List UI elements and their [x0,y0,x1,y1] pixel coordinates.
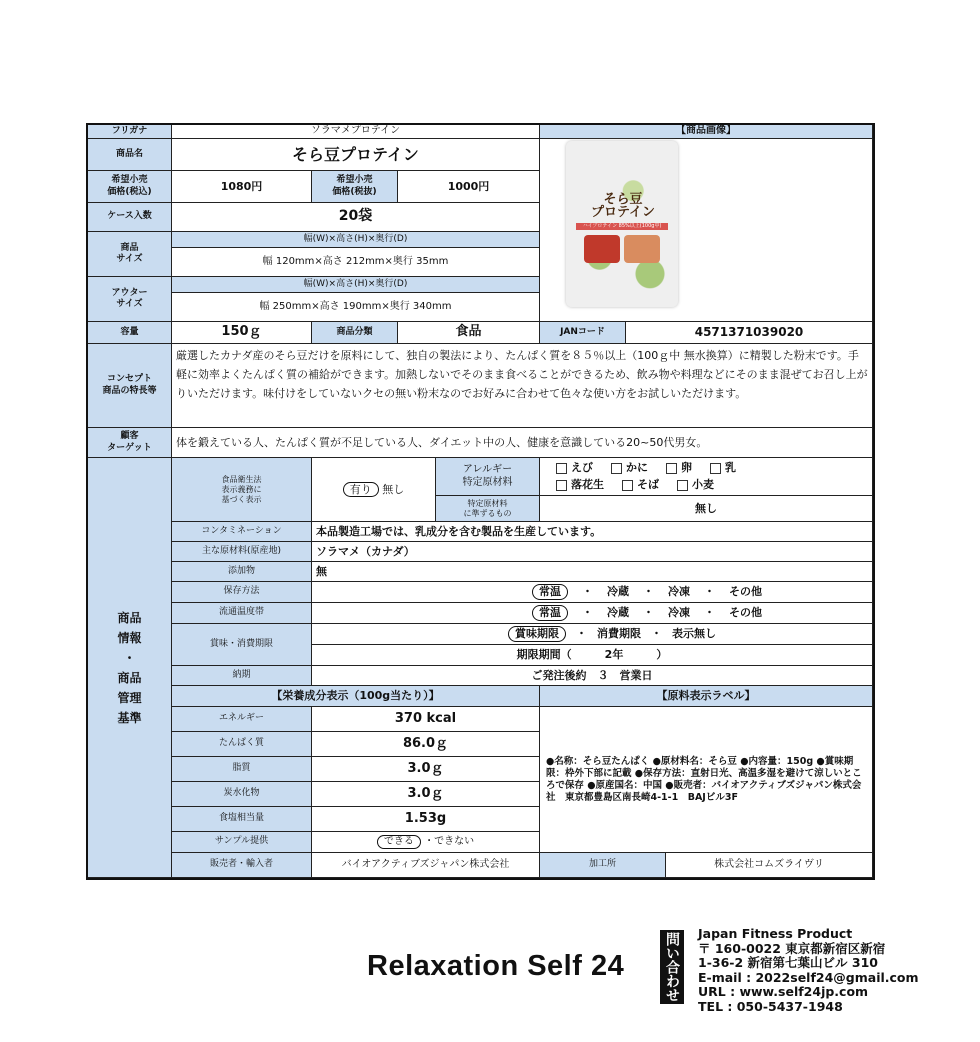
target-label: 顧客 ターゲット [88,428,172,458]
size-header: 幅(W)×高さ(H)×奥行(D) [172,232,540,248]
allergen-list [540,458,873,496]
package-photo-b [624,235,660,263]
raw-label-header: 【原料表示ラベル】 [540,686,873,707]
price-in-label: 希望小売 価格(税込) [88,171,172,203]
sample-no: できない [434,835,475,847]
additive-label: 添加物 [172,562,312,582]
storage-ambient: 常温 [532,584,568,600]
nutrition-key: 炭水化物 [172,782,312,807]
expiry-none: 表示無し [672,627,716,641]
email[interactable]: E-mail : 2022self24@gmail.com [698,969,919,985]
lead-value: ご発注後約 ３ 営業日 [312,666,873,686]
checkbox-icon [611,463,622,474]
checkbox-icon [666,463,677,474]
contact-info [698,927,919,1014]
nutrition-value: 370 kcal [312,707,540,732]
outer-label: アウター サイズ [88,277,172,322]
package-photo-a [584,235,620,263]
material-label: 主な原材料(原産地) [172,542,312,562]
semi-label: 特定原材料 に準ずるもの [436,496,540,522]
storage-chilled: 冷蔵 [607,585,629,599]
nutrition-key: たんぱく質 [172,732,312,757]
address-line-2: 1-36-2 新宿第七葉山ビル 310 [698,955,878,970]
allergen-crab[interactable]: かに [611,461,648,475]
target-text: 体を鍛えている人、たんぱく質が不足している人、ダイエット中の人、健康を意識している20~50代男女。 [172,428,873,458]
material-value: ソラマメ（カナダ） [312,542,873,562]
case-count: 20袋 [172,203,540,232]
maker-value: 株式会社コムズライヴリ [666,853,873,878]
storage-frozen: 冷凍 [668,585,690,599]
sample-value: できる ・ できない [312,832,540,853]
maker-label: 加工所 [540,853,666,878]
outer-header: 幅(W)×高さ(H)×奥行(D) [172,277,540,293]
seller-value: バイオアクティブズジャパン株式会社 [312,853,540,878]
semi-value: 無し [540,496,873,522]
price-ex-label: 希望小売 価格(税抜) [312,171,398,203]
expiry-label: 賞味・消費期限 [172,624,312,666]
expiry-use-by: 消費期限 [597,627,641,641]
outer-value: 幅 250mm×高さ 190mm×奥行 340mm [172,293,540,322]
furigana-value: ソラマメプロテイン [172,125,540,139]
contam-label: コンタミネーション [172,522,312,542]
capacity-label: 容量 [88,322,172,344]
checkbox-icon [677,480,688,491]
raw-label-text: ●名称：そら豆たんぱく ●原材料名：そら豆 ●内容量：150g ●賞味期限：枠外下部に記載 ●保存方法：直射日光、高温多湿を避けて涼しいところで保存 ●原産国名：中国 ●販売者：バイオアクティブズジャパン株式会社 東京都豊島区南長崎4-1-1 BAJビル3F [540,707,873,853]
checkbox-icon [556,480,567,491]
dist-ambient: 常温 [532,605,568,621]
name-label: 商品名 [88,139,172,171]
checkbox-icon [710,463,721,474]
category-label: 商品分類 [312,322,398,344]
price-ex: 1000円 [398,171,540,203]
concept-text: 厳選したカナダ産のそら豆だけを原料にして、独自の製法により、たんぱく質を８５％以上（100ｇ中 無水換算）に精製した粉末です。手軽に効率よくたんぱく質の補給ができます。加熱しないでそのまま食べることができるため、飲み物や料理などにそのまま混ぜてお召し上がりいただけます。味付けをしていないクセの無い粉末なのでお好みに合わせて色々な使い方をお試しいただけます。 [172,344,873,428]
image-header: 【商品画像】 [540,125,873,139]
storage-other: その他 [729,585,762,599]
address-line-1: 〒 160-0022 東京都新宿区新宿 [698,940,886,956]
allergen-wheat[interactable]: 小麦 [677,478,714,492]
hygiene-label: 食品衛生法 表示義務に 基づく表示 [172,458,312,522]
nutrition-header: 【栄養成分表示（100g当たり）】 [172,686,540,707]
allergen-egg[interactable]: 卵 [666,461,692,475]
allergen-shrimp[interactable]: えび [556,461,593,475]
lead-label: 納期 [172,666,312,686]
hygiene-yes: 有り [343,482,379,498]
info-label: 商品 情報 ・ 商品 管理 基準 [88,458,172,878]
price-in: 1080円 [172,171,312,203]
expiry-best-before: 賞味期限 [508,626,566,642]
allergen-buckwheat[interactable]: そば [622,478,659,492]
checkbox-icon [556,463,567,474]
size-value: 幅 120mm×高さ 212mm×奥行 35mm [172,248,540,277]
nutrition-key: 食塩相当量 [172,807,312,832]
inquiry-badge: 問い合わせ [660,930,684,1004]
furigana-label: フリガナ [88,125,172,139]
sample-label: サンプル提供 [172,832,312,853]
concept-label: コンセプト 商品の特長等 [88,344,172,428]
nutrition-value: 86.0ｇ [312,732,540,757]
allergy-label: アレルギー 特定原材料 [436,458,540,496]
brand-logo: Relaxation Self 24 [367,950,625,982]
dist-label: 流通温度帯 [172,603,312,624]
company-tagline: Japan Fitness Product [698,926,853,941]
nutrition-value: 3.0ｇ [312,782,540,807]
nutrition-key: エネルギー [172,707,312,732]
size-label: 商品 サイズ [88,232,172,277]
dist-chilled: 冷蔵 [607,606,629,620]
expiry-options: 賞味期限 ・ 消費期限 ・ 表示無し [312,624,873,645]
package-title: そら豆 プロテイン [590,192,656,220]
expiry-period: 期限期間（ 2年 ） [312,645,873,666]
nutrition-value: 3.0ｇ [312,757,540,782]
product-name: そら豆プロテイン [172,139,540,171]
checkbox-icon [622,480,633,491]
additive-value: 無 [312,562,873,582]
nutrition-value: 1.53g [312,807,540,832]
jan-code: 4571371039020 [626,322,873,344]
dist-options: 常温 ・ 冷蔵 ・ 冷凍 ・ その他 [312,603,873,624]
contam-value: 本品製造工場では、乳成分を含む製品を生産しています。 [312,522,873,542]
category: 食品 [398,322,540,344]
hygiene-no: 無し [382,482,405,496]
dist-frozen: 冷凍 [668,606,690,620]
allergen-milk[interactable]: 乳 [710,461,736,475]
hygiene-value [312,458,436,522]
url[interactable]: URL : www.self24jp.com [698,984,869,999]
phone: TEL : 050-5437-1948 [698,998,843,1014]
package-subtitle: ハイプロテイン 85%以上(100g中) [576,223,668,230]
storage-label: 保存方法 [172,582,312,603]
jan-label: JANコード [540,322,626,344]
seller-label: 販売者・輸入者 [172,853,312,878]
capacity: 150ｇ [172,322,312,344]
sample-yes: できる [377,835,421,850]
storage-options: 常温 ・ 冷蔵 ・ 冷凍 ・ その他 [312,582,873,603]
dist-other: その他 [729,606,762,620]
case-label: ケース入数 [88,203,172,232]
nutrition-key: 脂質 [172,757,312,782]
product-package-image [566,141,678,307]
allergen-peanut[interactable]: 落花生 [556,478,604,492]
